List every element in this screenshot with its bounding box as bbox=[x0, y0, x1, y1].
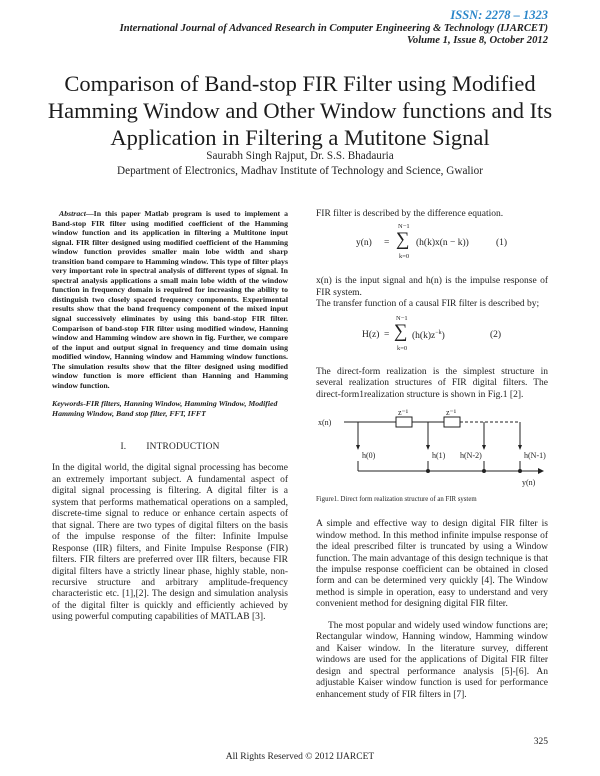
window-functions-paragraph: The most popular and widely used window functions are; Rectangular window, Hanning window, Hamming window and Kaiser window. In the literature survey, different windows are used for the applications of Digital FIR filter design and spectral performance analysis [5]-[6]. An adjustable Kaiser window function is used for performance enhancement study of FIR filters in [7]. bbox=[316, 620, 548, 700]
paper-affiliation: Department of Electronics, Madhav Institute of Technology and Science, Gwalior bbox=[117, 165, 483, 177]
eq1-lhs: y(n) bbox=[356, 238, 372, 249]
eq2-sum-upper: N−1 bbox=[396, 314, 408, 322]
section-number: I. bbox=[120, 442, 127, 453]
fig-output-label: y(n) bbox=[522, 478, 536, 488]
eq2-body bbox=[412, 330, 445, 341]
direct-form-figure bbox=[316, 409, 548, 491]
difference-equation-intro: FIR filter is described by the difference equation. bbox=[316, 209, 504, 219]
section-heading bbox=[52, 442, 288, 452]
fig-delay-label-2: z⁻¹ bbox=[446, 409, 457, 418]
arrow-head bbox=[482, 445, 486, 450]
eq1-number: (1) bbox=[496, 238, 508, 249]
abstract bbox=[52, 209, 288, 390]
output-arrow-head bbox=[538, 468, 544, 474]
fig-coef-h1: h(1) bbox=[432, 451, 446, 461]
direct-form-paragraph: The direct-form realization is the simplest structure in several realization structures of FIR digital filters. The direct-form1realization structure is shown in Fig.1 [2]. bbox=[316, 366, 548, 400]
eq2-body-main: (h(k)z bbox=[412, 330, 436, 341]
delay-block-2 bbox=[444, 417, 460, 427]
eq2-number: (2) bbox=[490, 329, 502, 340]
abstract-text: —In this paper Matlab program is used to implement a Band-stop FIR filter using modified coefficient of the Hamming window function and its application in filtering a Multitone input signal. FIR filter designed using modified coefficient of the Hamming window function provides smaller main lobe width and sharp transition band compare to Hamming window. This type of filter plays very important role in spectral analysis of different types of signal. In spectral analysis applications a small main lobe width of the window function in frequency domain is required for increasing the ability to distinguish two closely spaced frequency components. Experimental results show that the band frequency component of the mixed input signal successively eliminates by using this band-stop FIR filter. Comparison of band-stop FIR filter using modified window, Hanning window and Hamming window are shown in fig. Further, we compare of the input and output signal in frequency and time domain using modified window, Hanning window and Hamming window functions. The simulation results show that the filter designed using modified window function is more efficient than Hanning and Hamming window function. bbox=[52, 209, 288, 390]
eq1-body: (h(k)x(n − k)) bbox=[416, 238, 469, 249]
eq2-close: ) bbox=[441, 330, 445, 341]
adder-node bbox=[482, 469, 486, 473]
footer-copyright: All Rights Reserved © 2012 IJARCET bbox=[225, 752, 375, 762]
eq2-lhs: H(z) bbox=[362, 329, 380, 340]
figure-caption: Figure1. Direct form realization structure of an FIR system bbox=[316, 496, 477, 504]
equation-1 bbox=[316, 220, 548, 264]
left-column bbox=[52, 209, 288, 624]
transfer-function-intro: The transfer function of a causal FIR filter is described by; bbox=[316, 299, 540, 310]
eq1-sum-upper: N−1 bbox=[398, 223, 410, 231]
abstract-label: Abstract bbox=[59, 209, 86, 218]
journal-volume: Volume 1, Issue 8, October 2012 bbox=[407, 34, 548, 46]
paper-authors: Saurabh Singh Rajput, Dr. S.S. Bhadauria bbox=[206, 150, 394, 162]
arrow-head bbox=[426, 445, 430, 450]
eq1-sum-lower: k=0 bbox=[399, 253, 410, 261]
eq2-sum-lower: k=0 bbox=[397, 344, 408, 352]
arrow-head bbox=[518, 445, 522, 450]
delay-block-1 bbox=[396, 417, 412, 427]
fig-delay-label-1: z⁻¹ bbox=[398, 409, 409, 418]
issn-header: ISSN: 2278 – 1323 bbox=[450, 8, 548, 22]
section-title: INTRODUCTION bbox=[146, 442, 220, 453]
eq1-equals: = bbox=[384, 238, 390, 249]
input-signal-paragraph bbox=[316, 276, 548, 310]
eq2-sigma: ∑ bbox=[394, 320, 408, 342]
adder-node bbox=[518, 469, 522, 473]
fig-coef-hn2: h(N-2) bbox=[460, 451, 482, 461]
eq1-sigma: ∑ bbox=[396, 229, 410, 251]
page-number: 325 bbox=[533, 737, 548, 747]
window-method-paragraph: A simple and effective way to design digital FIR filter is window method. In this method infinite impulse response of the ideal prescribed filter is truncated by using a Window function. The main advantage of this design technique is that the impulse response coefficient can be obtained in closed form and can be determined very quickly [4]. The Window method is simple in operation, easy to understand and very convenient method for designing digital FIR filter. bbox=[316, 519, 548, 610]
fig-input-label: x(n) bbox=[318, 418, 332, 428]
intro-paragraph: In the digital world, the digital signal processing has become an extremely important subject. A fundamental aspect of digital signal processing is filtering. A digital filter is a system that performs mathematical operations on a sampled, discrete-time signal to reduce or enhance certain aspects of that signal. There are two types of digital filters on the basis of the impulse response of the filter: Infinite Impulse Response (IIR) filters, and Finite Impulse Response (FIR) filters. FIR filters are preferred over IIR filters, because FIR digital filters have a strictly linear phase, highly stable, non-recursive structure and arbitrary amplitude-frequency characteristic etc. [1],[2]. The design and simulation analysis of the digital filter is quickly and efficiently achieved by using powerful computing capabilities of MATLAB [3]. bbox=[52, 463, 288, 623]
adder-node bbox=[426, 469, 430, 473]
journal-name: International Journal of Advanced Research in Computer Engineering & Technology (IJARCET) bbox=[119, 23, 548, 34]
fig-coef-h0: h(0) bbox=[362, 451, 376, 461]
keywords: Keywords-FIR filters, Hanning Window, Hamming Window, Modified Hamming Window, Band stop filter, FFT, IFFT bbox=[52, 399, 278, 418]
eq2-exponent: −k bbox=[435, 329, 442, 336]
equation-2 bbox=[316, 311, 548, 357]
arrow-head bbox=[356, 445, 360, 450]
eq2-equals: = bbox=[384, 329, 390, 340]
paper-title: Comparison of Band-stop FIR Filter using Modified Hamming Window and Other Window functions and Its Application in Filtering a Mutitone Signal bbox=[47, 71, 553, 150]
fig-coef-hn1: h(N-1) bbox=[524, 451, 546, 461]
input-signal-text: x(n) is the input signal and h(n) is the impulse response of FIR system. bbox=[316, 276, 548, 298]
right-column bbox=[316, 209, 548, 701]
journal-header bbox=[28, 23, 548, 46]
